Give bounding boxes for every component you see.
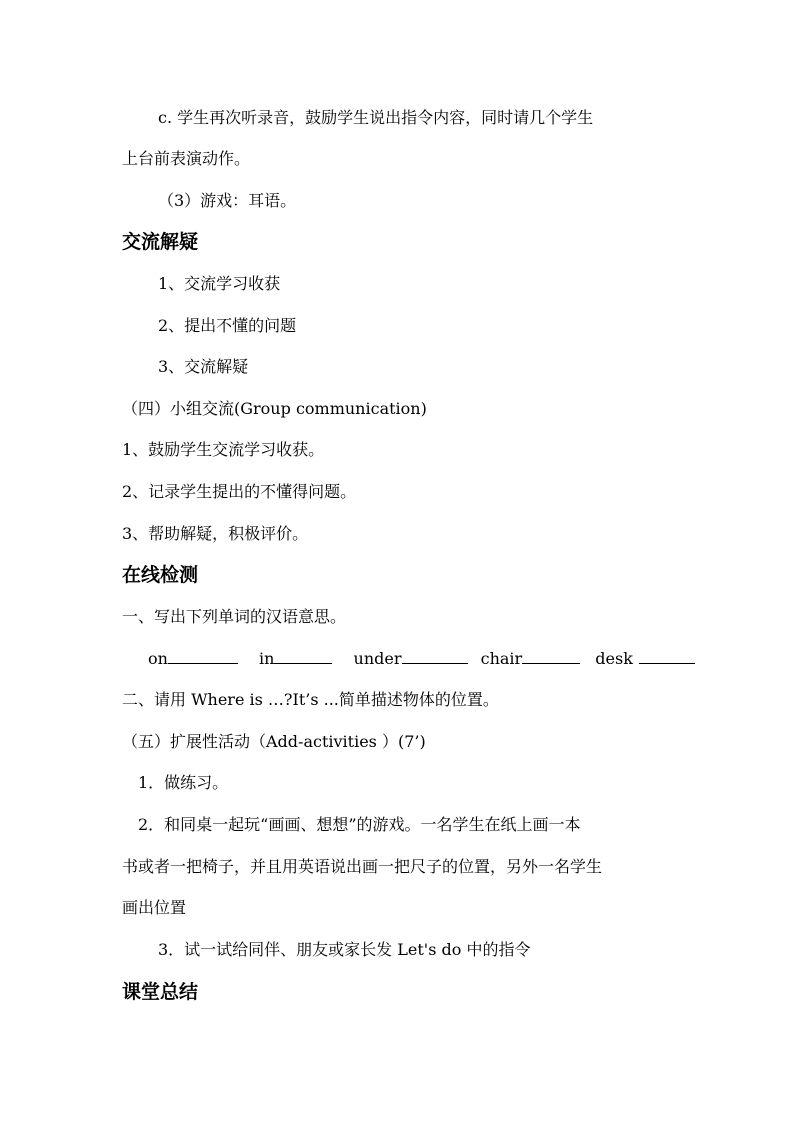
list-item-evaluate: 3、帮助解疑，积极评价。 bbox=[122, 524, 309, 543]
blank-line bbox=[168, 649, 238, 664]
list-item-encourage: 1、鼓励学生交流学习收获。 bbox=[122, 440, 325, 459]
exercise-instruction: 一、写出下列单词的汉语意思。 bbox=[122, 607, 347, 626]
fill-word-on: on bbox=[148, 649, 168, 668]
heading-online-check: 在线检测 bbox=[122, 564, 199, 586]
section-group-communication: （四）小组交流(Group communication) bbox=[122, 399, 427, 418]
section-add-activities: （五）扩展性活动（Add-activities ）(7’) bbox=[122, 732, 426, 751]
list-item-record: 2、记录学生提出的不懂得问题。 bbox=[122, 482, 357, 501]
paragraph-listen-again: c. 学生再次听录音，鼓励学生说出指令内容，同时请几个学生 bbox=[158, 108, 594, 127]
fill-blank-row bbox=[148, 649, 695, 669]
list-item-resolve: 3、交流解疑 bbox=[158, 357, 249, 376]
exercise-where-is: 二、请用 Where is …?It’s ...简单描述物体的位置。 bbox=[122, 690, 499, 709]
paragraph-perform: 上台前表演动作。 bbox=[122, 149, 251, 168]
fill-word-in: in bbox=[259, 649, 275, 668]
heading-exchange: 交流解疑 bbox=[122, 231, 199, 253]
activity-draw-game: 2．和同桌一起玩“画画、想想”的游戏。一名学生在纸上画一本 bbox=[138, 815, 581, 834]
fill-word-under: under bbox=[353, 649, 402, 668]
fill-word-desk: desk bbox=[595, 649, 633, 668]
blank-line bbox=[402, 649, 468, 664]
list-item-gains: 1、交流学习收获 bbox=[158, 274, 281, 293]
blank-line bbox=[639, 649, 695, 664]
paragraph-game-whisper: （3）游戏：耳语。 bbox=[158, 191, 297, 210]
activity-lets-do: 3．试一试给同伴、朋友或家长发 Let's do 中的指令 bbox=[158, 940, 531, 959]
list-item-questions: 2、提出不懂的问题 bbox=[158, 316, 297, 335]
blank-line bbox=[522, 649, 580, 664]
activity-practice: 1．做练习。 bbox=[138, 773, 229, 792]
activity-draw-position: 画出位置 bbox=[122, 898, 187, 917]
blank-line bbox=[274, 649, 332, 664]
fill-word-chair: chair bbox=[480, 649, 523, 668]
heading-class-summary: 课堂总结 bbox=[122, 981, 199, 1003]
activity-draw-game-cont: 书或者一把椅子，并且用英语说出画一把尺子的位置，另外一名学生 bbox=[122, 857, 603, 876]
